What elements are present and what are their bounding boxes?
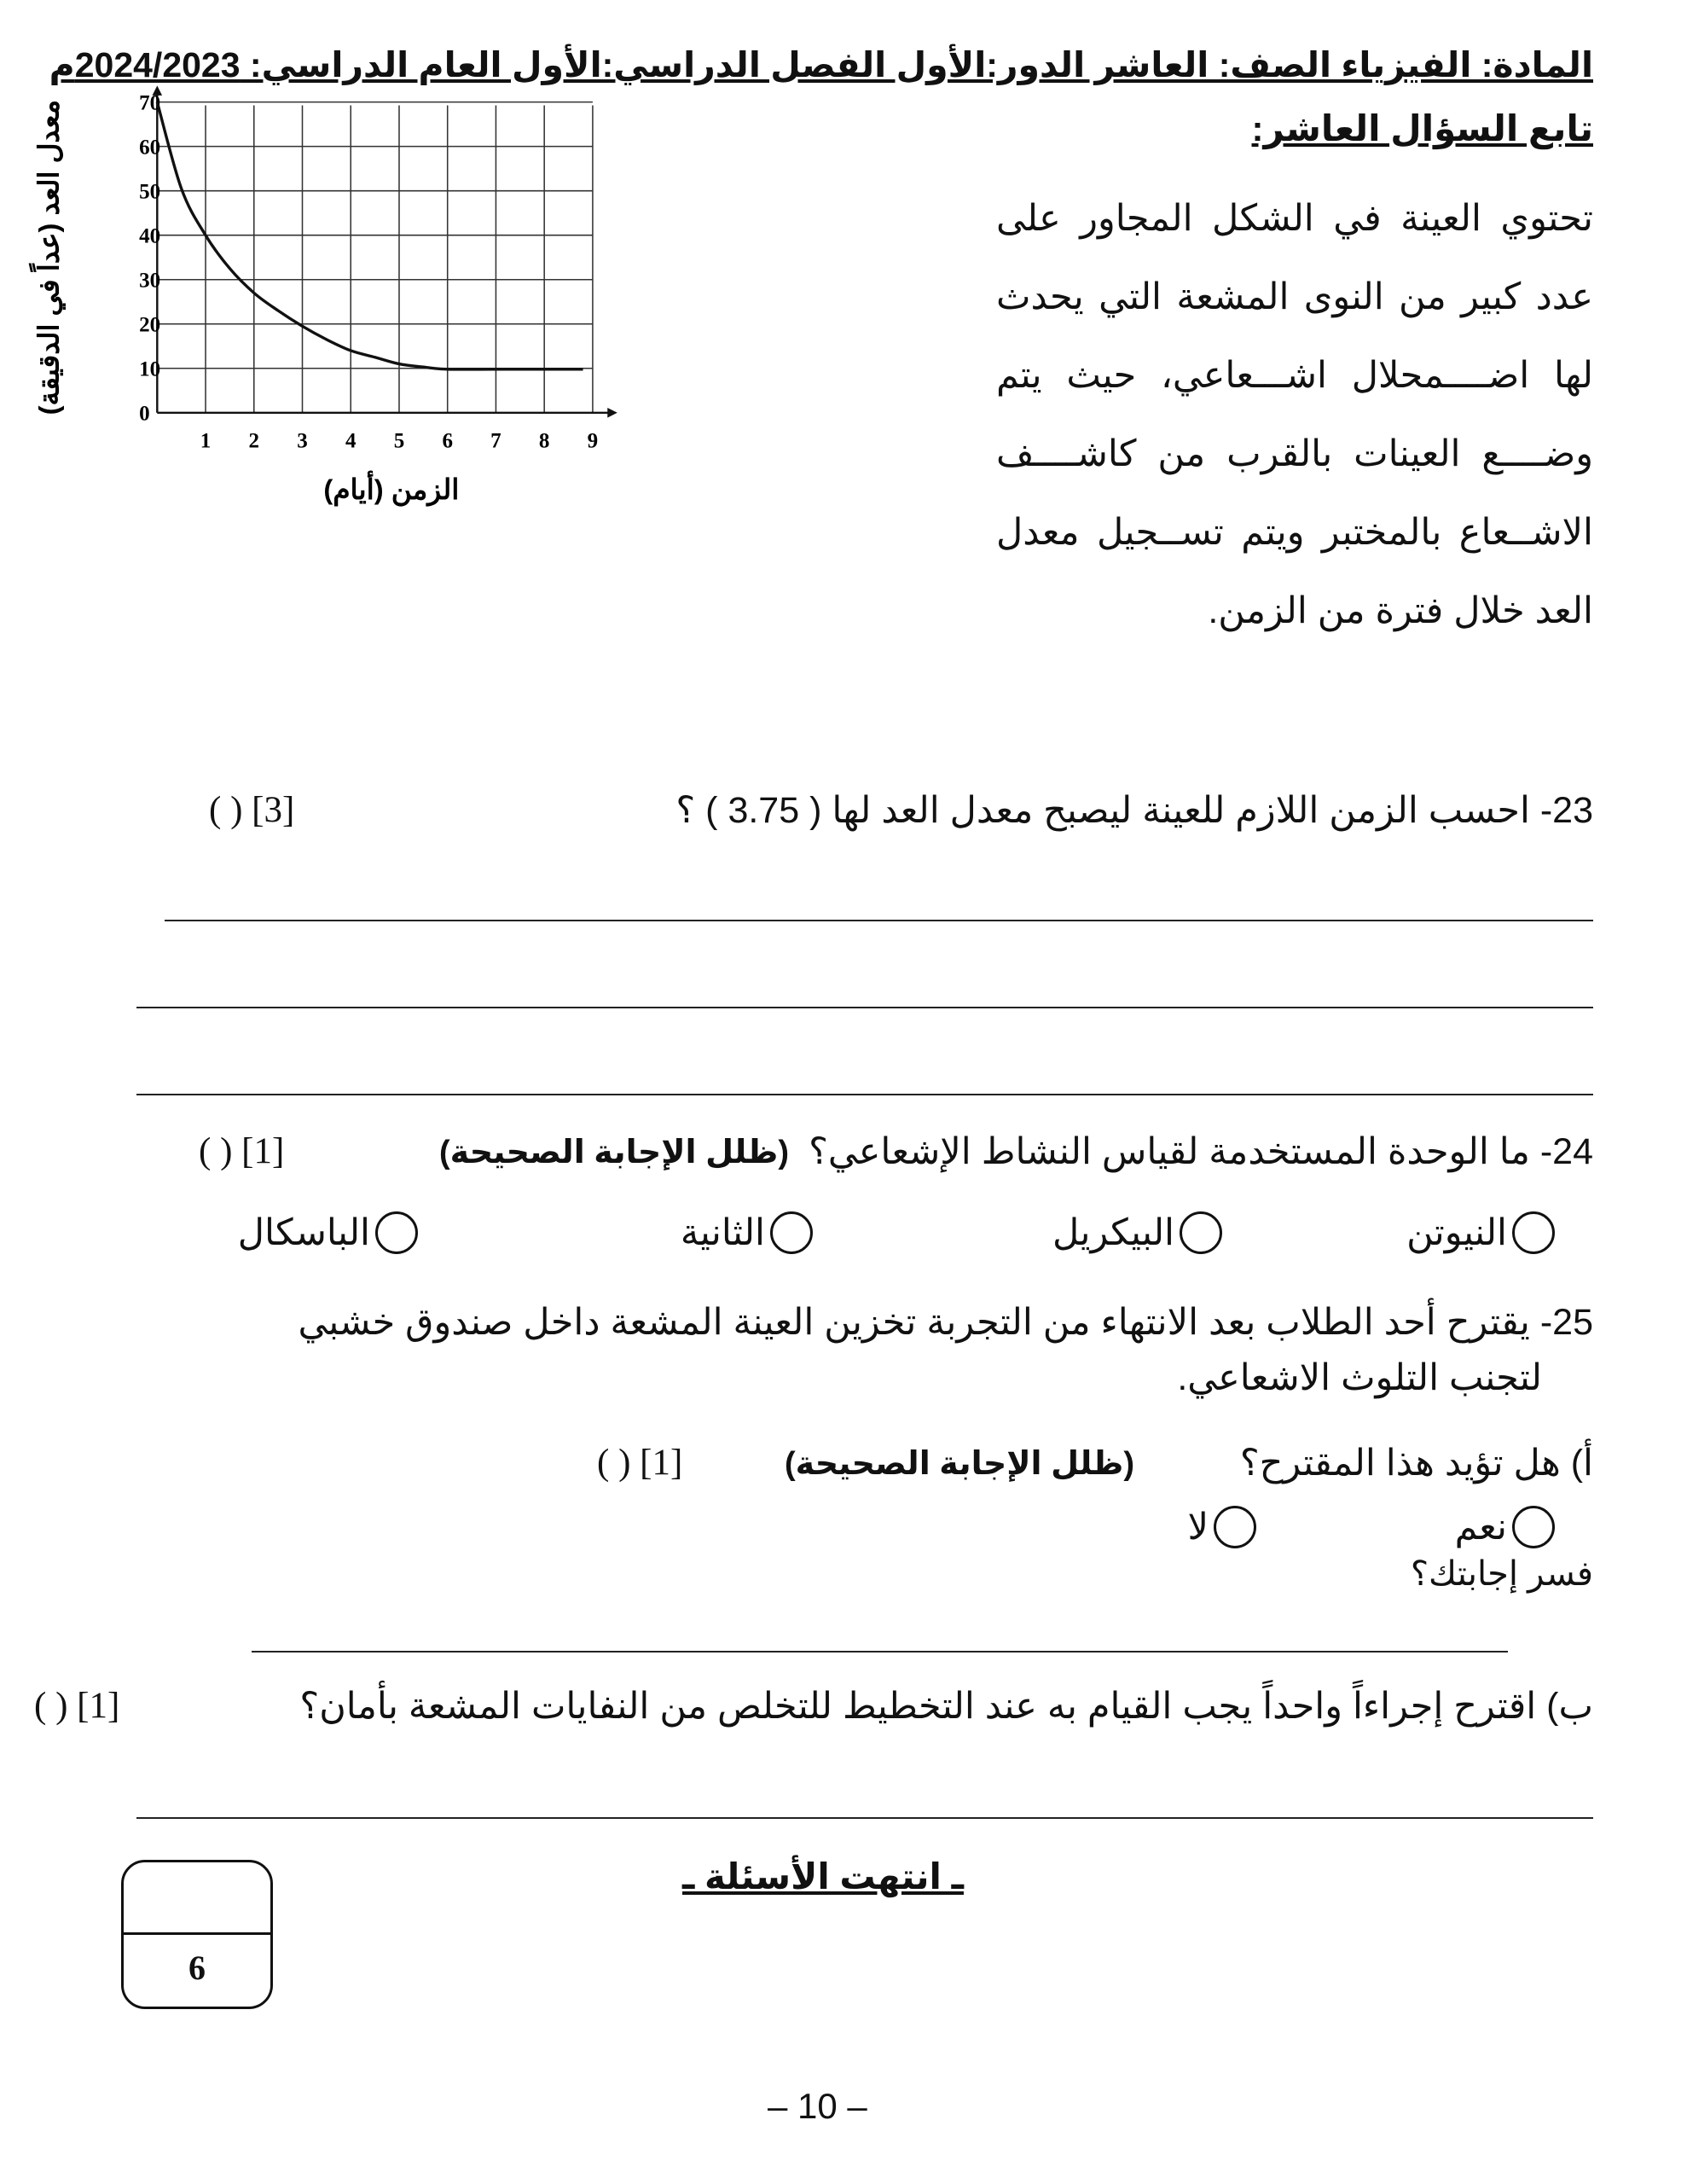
y-tick-label: 20 — [139, 313, 161, 337]
y-tick-label: 60 — [139, 136, 161, 160]
q25-text-line2: لتجنب التلوث الاشعاعي. — [1177, 1357, 1542, 1398]
end-of-questions: ـ انتهت الأسئلة ـ — [682, 1856, 964, 1896]
answer-line[interactable] — [136, 1007, 1593, 1008]
question-title: تابع السؤال العاشر: — [1251, 108, 1593, 148]
chart-tick-labels — [139, 91, 598, 452]
answer-line[interactable] — [165, 920, 1593, 921]
answer-line[interactable] — [252, 1651, 1508, 1653]
q25a-marks: ( ) [1] — [597, 1443, 683, 1483]
option-label: الباسكال — [237, 1212, 370, 1253]
intro-line: الاشــعاع بالمختبر ويتم تســجيل معدل — [996, 512, 1593, 553]
radio-circle-icon[interactable] — [770, 1211, 813, 1254]
y-axis-label: معدل العد (عداً في الدقيقة) — [32, 100, 65, 415]
x-tick-label: 9 — [587, 429, 599, 453]
q25-text-line1: 25- يقترح أحد الطلاب بعد الانتهاء من التجربة تخزين العينة المشعة داخل صندوق خشبي — [298, 1302, 1593, 1343]
intro-paragraph — [996, 179, 1593, 650]
q25a-option-no[interactable] — [1187, 1506, 1256, 1548]
radio-circle-icon[interactable] — [375, 1211, 418, 1254]
radio-circle-icon[interactable] — [1512, 1211, 1555, 1254]
y-tick-label: 10 — [139, 357, 161, 381]
x-axis-label: الزمن (أيام) — [323, 473, 460, 505]
y-tick-label: 0 — [139, 402, 150, 426]
y-tick-label: 50 — [139, 180, 161, 204]
exam-header: المادة: الفيزياء الصف: العاشر الدور:الأول الفصل الدراسي:الأول العام الدراسي: 2024/2023م — [49, 45, 1593, 84]
radio-circle-icon[interactable] — [1214, 1506, 1256, 1548]
x-tick-label: 6 — [442, 429, 453, 453]
y-tick-label: 40 — [139, 224, 161, 248]
q25b-text: ب) اقترح إجراءاً واحداً يجب القيام به عند التخطيط للتخلص من النفايات المشعة بأمان؟ — [299, 1686, 1593, 1727]
intro-line: العد خلال فترة من الزمن. — [1208, 590, 1593, 631]
intro-line: وضــــع العينات بالقرب من كاشــــف — [996, 433, 1593, 474]
page-number: – 10 – — [768, 2086, 867, 2126]
x-tick-label: 3 — [297, 429, 308, 453]
q24-option-becquerel[interactable] — [1052, 1211, 1222, 1254]
score-value: 6 — [188, 1949, 206, 1987]
q25a-option-yes[interactable] — [1455, 1506, 1555, 1548]
option-label: لا — [1187, 1507, 1209, 1548]
score-box — [121, 1860, 273, 2009]
q25a-hint: (ظلل الإجابة الصحيحة) — [785, 1446, 1135, 1482]
count-rate-chart — [32, 91, 1006, 768]
intro-line: لها اضــــمحلال اشـــعاعي، حيث يتم — [996, 355, 1593, 396]
x-tick-label: 4 — [345, 429, 357, 453]
answer-line[interactable] — [136, 1817, 1593, 1819]
intro-line: تحتوي العينة في الشكل المجاور على — [996, 198, 1593, 239]
option-label: الثانية — [680, 1212, 765, 1253]
radio-circle-icon[interactable] — [1180, 1211, 1222, 1254]
x-tick-label: 8 — [538, 429, 550, 453]
y-tick-label: 70 — [139, 91, 161, 115]
answer-line[interactable] — [136, 1094, 1593, 1095]
x-axis-arrow-icon — [607, 408, 617, 418]
y-tick-label: 30 — [139, 269, 161, 293]
option-label: النيوتن — [1406, 1212, 1507, 1253]
q24-marks: ( ) [1] — [199, 1131, 285, 1171]
x-tick-label: 1 — [200, 429, 212, 453]
score-box-divider — [124, 1932, 270, 1935]
option-label: البيكريل — [1052, 1212, 1174, 1253]
q24-option-newton[interactable] — [1406, 1211, 1555, 1254]
q25a-explain: فسر إجابتك؟ — [1410, 1555, 1593, 1593]
x-tick-label: 7 — [490, 429, 501, 453]
x-tick-label: 2 — [248, 429, 260, 453]
q24-option-second[interactable] — [681, 1211, 813, 1254]
q24-hint: (ظلل الإجابة الصحيحة) — [439, 1135, 790, 1170]
intro-line: عدد كبير من النوى المشعة التي يحدث — [996, 276, 1593, 317]
q23-marks: ( ) [3] — [209, 790, 295, 830]
q24-option-pascal[interactable] — [238, 1211, 418, 1254]
q24-text: 24- ما الوحدة المستخدمة لقياس النشاط الإشعاعي؟ — [809, 1131, 1593, 1172]
q25a-text: أ) هل تؤيد هذا المقترح؟ — [1239, 1443, 1593, 1484]
x-tick-label: 5 — [393, 429, 405, 453]
option-label: نعم — [1454, 1507, 1507, 1548]
q23-text: 23- احسب الزمن اللازم للعينة ليصبح معدل العد لها ( 3.75 ) ؟ — [675, 790, 1593, 831]
radio-circle-icon[interactable] — [1512, 1506, 1555, 1548]
q25b-marks: ( ) [1] — [34, 1686, 120, 1726]
